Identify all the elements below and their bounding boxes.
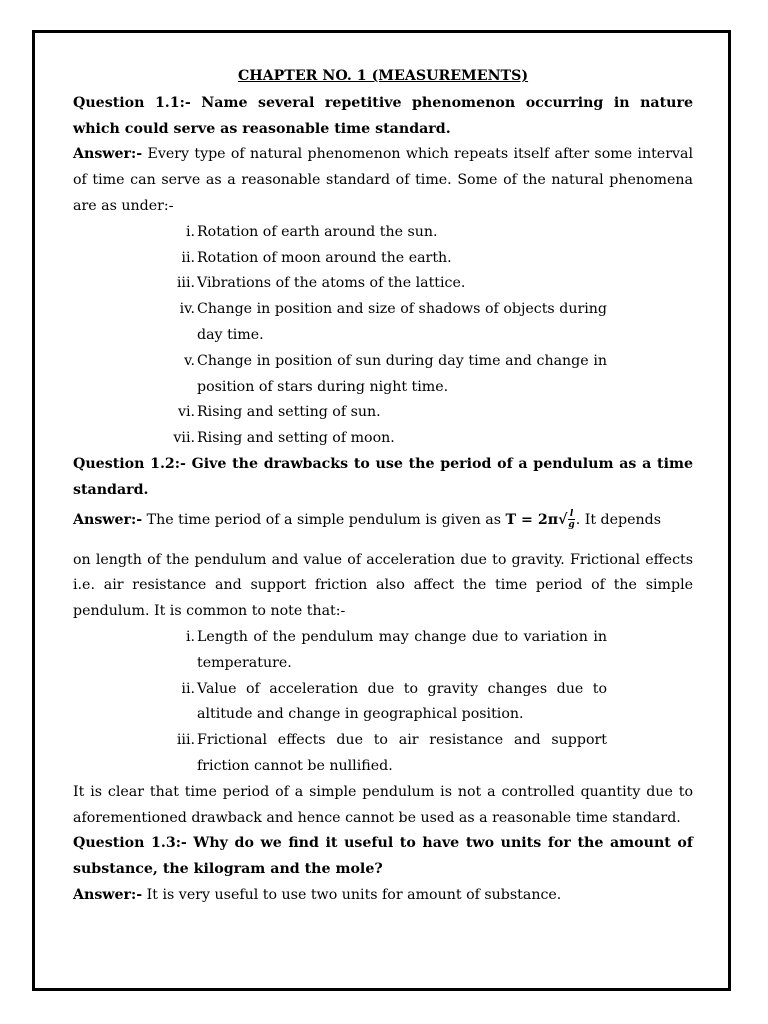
pendulum-formula: T = 2π√ <box>505 511 568 528</box>
list-item-text: Rising and setting of moon. <box>197 430 395 447</box>
list-item <box>73 400 693 426</box>
formula-fraction <box>568 509 574 530</box>
answer-text: It is very useful to use two units for amount of substance. <box>142 886 562 903</box>
answer-text: The time period of a simple pendulum is given as <box>142 511 506 528</box>
list-item-text: Frictional effects due to air resistance and support friction cannot be nullified. <box>197 732 607 774</box>
question-1-1: Question 1.1:- Name several repetitive phenomenon occurring in nature which could serve as reasonable time standard. <box>73 94 693 137</box>
list-item <box>73 220 693 246</box>
list-item-text: Rising and setting of sun. <box>197 404 381 421</box>
list-item-text: Change in position and size of shadows of objects during day time. <box>197 301 607 343</box>
list-item-number: ii. <box>181 680 195 697</box>
list-item <box>73 728 693 780</box>
answer-1-1 <box>73 142 693 219</box>
list-item-text: Rotation of earth around the sun. <box>197 223 438 240</box>
list-item-number: i. <box>185 223 195 240</box>
fraction-numerator: l <box>569 509 574 520</box>
list-item-text: Vibrations of the atoms of the lattice. <box>197 275 466 292</box>
chapter-title: CHAPTER NO. 1 (MEASUREMENTS) <box>237 68 529 84</box>
list-item-number: vii. <box>173 430 195 447</box>
list-item-number: iii. <box>176 732 195 749</box>
phenomena-list <box>73 220 693 452</box>
list-item-number: ii. <box>181 249 195 266</box>
answer-label: Answer:- <box>73 146 143 163</box>
list-item-text: Change in position of sun during day time and change in position of stars during night time. <box>197 352 607 395</box>
answer-1-3 <box>73 883 693 909</box>
list-item-text: Length of the pendulum may change due to variation in temperature. <box>197 628 607 671</box>
list-item-number: v. <box>184 352 195 369</box>
list-item <box>73 349 693 401</box>
answer-label: Answer:- <box>73 886 143 903</box>
list-item <box>73 297 693 349</box>
fraction-denominator: g <box>568 520 575 531</box>
answer-text-after: . It depends <box>575 511 661 528</box>
answer-label: Answer:- <box>73 511 143 528</box>
answer-text: Every type of natural phenomenon which repeats itself after some interval of time can serve as a reasonable standard of time. Some of the natural phenomena are as under:- <box>73 146 693 214</box>
list-item-text: Value of acceleration due to gravity changes due to altitude and change in geographical position. <box>197 680 607 723</box>
list-item <box>73 271 693 297</box>
list-item-number: vi. <box>177 404 195 421</box>
drawbacks-list <box>73 625 693 780</box>
list-item-number: i. <box>185 628 195 645</box>
answer-1-2-continued: on length of the pendulum and value of acceleration due to gravity. Frictional effects i.e. air resistance and support friction also affect the time period of the simple pendulum. It is common to note that:- <box>73 551 693 620</box>
list-item <box>73 625 693 677</box>
list-item-number: iii. <box>176 275 195 292</box>
question-1-3: Question 1.3:- Why do we find it useful to have two units for the amount of substance, the kilogram and the mole? <box>73 835 693 878</box>
list-item-text: Rotation of moon around the earth. <box>197 249 452 266</box>
answer-1-2-first-line <box>73 504 693 548</box>
document-body <box>73 64 693 909</box>
list-item <box>73 677 693 729</box>
question-1-2: Question 1.2:- Give the drawbacks to use the period of a pendulum as a time standard. <box>73 455 693 498</box>
list-item-number: iv. <box>179 301 195 318</box>
list-item <box>73 426 693 452</box>
list-item <box>73 246 693 272</box>
conclusion-1-2: It is clear that time period of a simple pendulum is not a controlled quantity due to aforementioned drawback and hence cannot be used as a reasonable time standard. <box>73 783 693 826</box>
